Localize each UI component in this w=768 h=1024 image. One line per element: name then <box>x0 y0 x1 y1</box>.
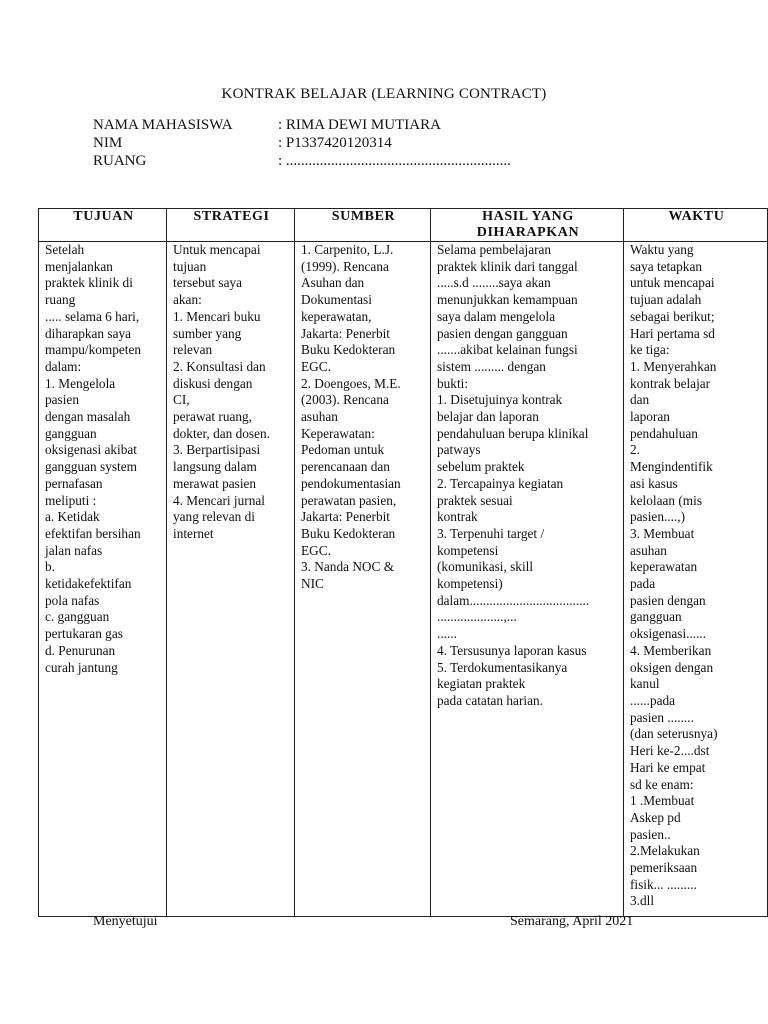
info-label-nim: NIM <box>93 135 123 151</box>
cell-strategi <box>167 242 295 917</box>
header-tujuan: TUJUAN <box>39 209 167 242</box>
cell-waktu <box>624 242 768 917</box>
info-label-ruang: RUANG <box>93 153 147 169</box>
header-sumber: SUMBER <box>295 209 431 242</box>
cell-hasil-text: Selama pembelajaran praktek klinik dari tanggal .....s.d ........saya akan menunjukkan kemampuan saya dalam mengelola pasien dengan gangguan .......akibat kelainan fungsi sistem ......... dengan bukti: 1. Disetujuinya kontrak belajar dan laporan pendahuluan berupa klinikal patways sebelum praktek 2. Tercapainya kegiatan praktek sesuai kontrak 3. Terpenuhi target / kompetensi (komunikasi, skill kompetensi) dalam.................................... ....................,... ...... 4. Tersusunya laporan kasus 5. Terdokumentasikanya kegiatan praktek pada catatan harian. <box>437 242 590 708</box>
info-label-nama: NAMA MAHASISWA <box>93 117 233 133</box>
header-strategi: STRATEGI <box>167 209 295 242</box>
cell-hasil <box>431 242 624 917</box>
cell-waktu-text: Waktu yang saya tetapkan untuk mencapai tujuan adalah sebagai berikut; Hari pertama sd ke tiga: 1. Menyerahkan kontrak belajar dan laporan pendahuluan 2. Mengindentifik asi kasus kelolaan (mis pasien....,) 3. Membuat asuhan keperawatan pada pasien dengan gangguan oksigenasi...... 4. Memberikan oksigen dengan kanul ......pada pasien ........ (dan seterusnya) Heri ke-2....dst Hari ke empat sd ke enam: 1 .Membuat Askep pd pasien.. 2.Melakukan pemeriksaan fisik... ......... 3.dll <box>630 242 718 909</box>
info-row-nama <box>93 116 441 135</box>
info-row-ruang <box>93 152 511 171</box>
info-value-nama: : RIMA DEWI MUTIARA <box>278 117 441 133</box>
document-title: KONTRAK BELAJAR (LEARNING CONTRACT) <box>221 86 547 102</box>
footer-approval-label: Menyetujui <box>93 914 158 929</box>
cell-strategi-text: Untuk mencapai tujuan tersebut saya akan: 1. Mencari buku sumber yang relevan 2. Konsultasi dan diskusi dengan CI, perawat ruang, dokter, dan dosen. 3. Berpartisipasi langsung dalam merawat pasien 4. Mencari jurnal yang relevan di internet <box>173 242 270 541</box>
table-header-row <box>39 209 768 242</box>
cell-sumber-text: 1. Carpenito, L.J. (1999). Rencana Asuhan dan Dokumentasi keperawatan, Jakarta: Penerbit Buku Kedokteran EGC. 2. Doengoes, M.E. (2003). Rencana asuhan Keperawatan: Pedoman untuk perencanaan dan pendokumentasian perawatan pasien, Jakarta: Penerbit Buku Kedokteran EGC. 3. Nanda NOC & NIC <box>301 242 401 592</box>
header-hasil: HASIL YANG DIHARAPKAN <box>431 209 624 242</box>
info-row-nim <box>93 134 392 153</box>
table-row <box>39 242 768 917</box>
learning-contract-table <box>38 208 768 917</box>
cell-sumber <box>295 242 431 917</box>
footer-place-date: Semarang, April 2021 <box>510 914 634 929</box>
cell-tujuan <box>39 242 167 917</box>
info-value-nim: : P1337420120314 <box>278 135 392 151</box>
cell-tujuan-text: Setelah menjalankan praktek klinik di ruang ..... selama 6 hari, diharapkan saya mampu/kompeten dalam: 1. Mengelola pasien dengan masalah gangguan oksigenasi akibat gangguan system pernafasan meliputi : a. Ketidak efektifan bersihan jalan nafas b. ketidakefektifan pola nafas c. gangguan pertukaran gas d. Penurunan curah jantung <box>45 242 142 675</box>
header-waktu: WAKTU <box>624 209 768 242</box>
info-value-ruang: : ............................................................ <box>278 153 511 169</box>
